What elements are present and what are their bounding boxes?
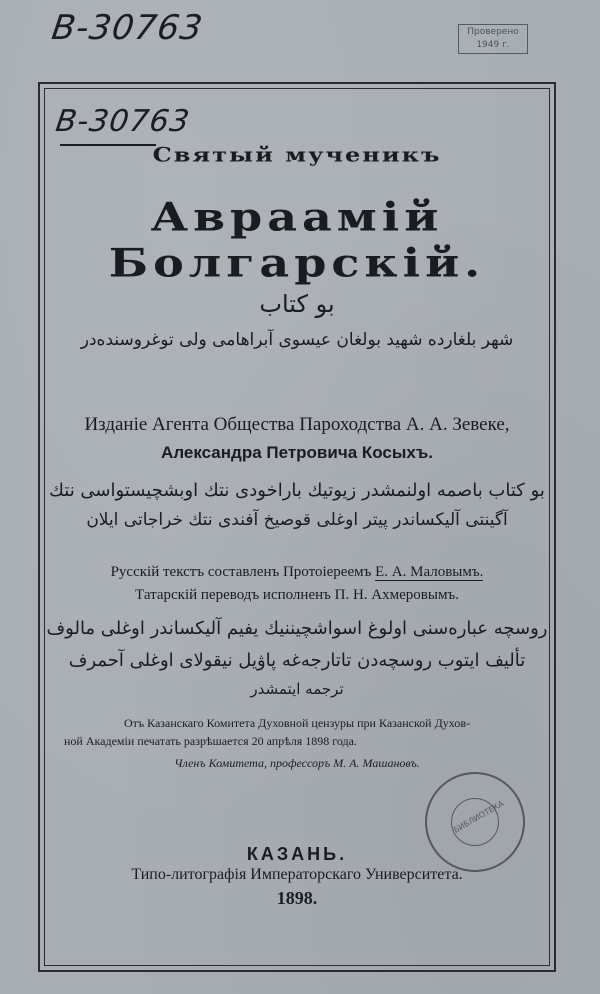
checked-stamp-line2: 1949 г. [476,40,510,50]
arabic-publisher-line2: آگينتى آليكساندر پيتر اوغلى قوصيخ آفندى نتك خراجاتى ايلان [86,510,508,530]
imprint-printer: Типо-литографія Императорскаго Университета. [131,866,463,883]
checked-stamp-line1: Проверено [467,27,519,37]
tatar-translation-credit: Татарскій переводъ исполненъ П. Н. Ахмеровымъ. [135,587,459,603]
handwritten-inner-number: В-30763 [53,104,193,139]
russian-text-credit-name: Е. А. Маловымъ. [375,564,484,580]
censorship-line2: ной Академіи печатать разрѣшается 20 апрѣля 1898 года. [64,734,357,748]
arabic-translator-line3: ترجمه ايتمشدر [250,680,344,698]
arabic-publisher-line1: بو كتاب باصمه اولنمشدر زيوتيك باراخودى نتك اوبشچيستواسى نتك [49,480,545,501]
publisher-line1: Изданіе Агента Общества Пароходства А. А. Зевеке, [84,414,510,435]
title-line1: Святый мученикъ [152,142,442,167]
censorship-line1: Отъ Казанскаго Комитета Духовной цензуры при Казанской Духов- [123,716,470,730]
publisher-line2: Александра Петровича Косыхъ. [161,443,433,462]
arabic-subtitle: شهر بلغارده شهيد بولغان عيسوى آبراهامى ولى توغروسنده‌در [80,330,514,350]
russian-text-credit-prefix: Русскій текстъ составленъ Протоіереемъ [110,564,376,580]
arabic-translator-line1: روسچه عبارەسنى اولوغ اسواشچيننيك يفيم آليكساندر اوغلى مالوف [46,618,548,639]
censorship-signature: Членъ Комитета, профессоръ М. А. Машановъ. [174,756,420,770]
library-stamp-text: БИБЛИОТЕКА [452,798,506,835]
arabic-translator-line2: تأليف ايتوب روسچەدن تاتارجەغه پاۋيل نيقولاى اوغلى آحمرف [68,650,526,671]
handwritten-shelf-number: В-30763 [49,8,206,48]
imprint-year: 1898. [276,888,318,908]
russian-text-credit [44,564,550,581]
arabic-heading: بو كتاب [259,290,335,318]
imprint-city: КАЗАНЬ. [246,844,348,864]
checked-stamp [458,24,528,54]
title-line2: Авраамій Болгарскій. [108,194,486,286]
